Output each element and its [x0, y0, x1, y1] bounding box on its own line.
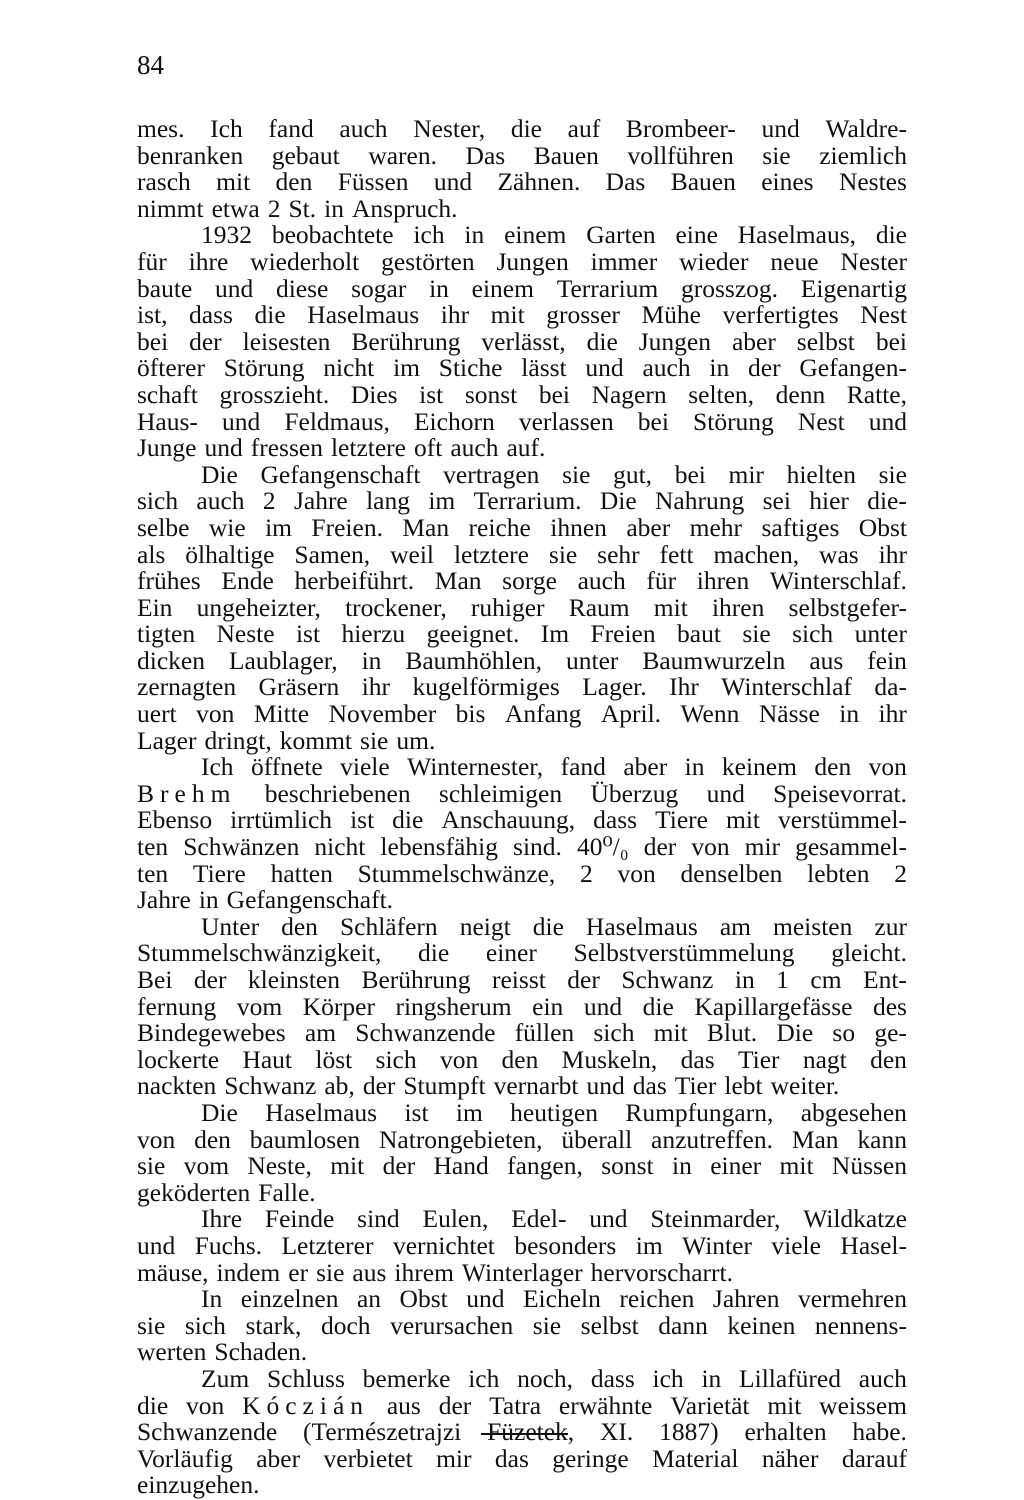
- text-line: bei der leisesten Berührung verlässt, die Jungen aber selbst bei: [137, 326, 907, 356]
- text-line: sich auch 2 Jahre lang im Terrarium. Die Nahrung sei hier die-: [137, 486, 907, 516]
- text-line: mäuse, indem er sie aus ihrem Winterlager hervorscharrt.: [137, 1257, 733, 1287]
- text-line: schaft grosszieht. Dies ist sonst bei Nagern selten, denn Ratte,: [137, 379, 907, 409]
- text-line: sie sich stark, doch verursachen sie selbst dann keinen nennens-: [137, 1310, 907, 1340]
- text-line: mes. Ich fand auch Nester, die auf Brombeer- und Waldre-: [137, 114, 907, 143]
- text-line: tigten Neste ist hierzu geeignet. Im Freien baut sie sich unter: [137, 619, 907, 649]
- text-line: Bindegewebes am Schwanzende füllen sich mit Blut. Die so ge-: [137, 1018, 907, 1048]
- text-line: selbe wie im Freien. Man reiche ihnen aber mehr saftiges Obst: [137, 512, 907, 542]
- text-line: einzugehen.: [137, 1470, 260, 1500]
- text-line: sie vom Neste, mit der Hand fangen, sonst in einer mit Nüssen: [137, 1151, 907, 1181]
- text-line: werten Schaden.: [137, 1337, 308, 1367]
- text-line: von den baumlosen Natrongebieten, überall anzutreffen. Man kann: [137, 1124, 907, 1154]
- text-line: öfterer Störung nicht im Stiche lässt und auch in der Gefangen-: [137, 353, 907, 383]
- text-line: rasch mit den Füssen und Zähnen. Das Bauen eines Nestes: [137, 167, 907, 197]
- text-line: Die Gefangenschaft vertragen sie gut, bei mir hielten sie: [201, 459, 907, 489]
- text-line: baute und diese sogar in einem Terrarium grosszog. Eigenartig: [137, 273, 907, 303]
- page-number: 84: [137, 50, 164, 80]
- text-line: Ein ungeheizter, trockener, ruhiger Raum mit ihren selbstgefer-: [137, 592, 907, 622]
- text-line: zernagten Gräsern ihr kugelförmiges Lager. Ihr Winterschlaf da-: [137, 672, 907, 702]
- text-line: Zum Schluss bemerke ich noch, dass ich in Lillafüred auch: [201, 1363, 907, 1393]
- text-line: und Fuchs. Letzterer vernichtet besonders im Winter viele Hasel-: [137, 1230, 907, 1260]
- text-line: frühes Ende herbeiführt. Man sorge auch für ihren Winterschlaf.: [137, 566, 907, 596]
- text-line: Haus- und Feldmaus, Eichorn verlassen bei Störung Nest und: [137, 406, 907, 436]
- text-line: fernung vom Körper ringsherum ein und die Kapillargefässe des: [137, 991, 907, 1021]
- text-line: Unter den Schläfern neigt die Haselmaus am meisten zur: [201, 911, 907, 941]
- text-line: als ölhaltige Samen, weil letztere sie sehr fett machen, was ihr: [137, 539, 907, 569]
- body-text: [137, 116, 907, 1499]
- end-rule: [481, 1433, 568, 1435]
- text-line: Bei der kleinsten Berührung reisst der Schwanz in 1 cm Ent-: [137, 965, 907, 994]
- text-line: In einzelnen an Obst und Eicheln reichen Jahren vermehren: [201, 1284, 907, 1314]
- text-line: ist, dass die Haselmaus ihr mit grosser Mühe verfertigtes Nest: [137, 300, 907, 330]
- text-line: Brehm beschriebenen schleimigen Überzug und Speisevorrat.: [137, 778, 907, 808]
- text-line: geköderten Falle.: [137, 1177, 316, 1207]
- text-line: Ich öffnete viele Winternester, fand aber in keinem den von: [201, 752, 907, 782]
- text-line: ten Tiere hatten Stummelschwänze, 2 von denselben lebten 2: [137, 858, 907, 888]
- text-line: Stummelschwänzigkeit, die einer Selbstverstümmelung gleicht.: [137, 938, 907, 968]
- text-line: dicken Laublager, in Baumhöhlen, unter Baumwurzeln aus fein: [137, 645, 907, 675]
- text-line: Ebenso irrtümlich ist die Anschauung, dass Tiere mit verstümmel-: [137, 805, 907, 835]
- text-line: Lager dringt, kommt sie um.: [137, 725, 436, 755]
- text-line: uert von Mitte November bis Anfang April. Wenn Nässe in ihr: [137, 699, 907, 729]
- text-line: Die Haselmaus ist im heutigen Rumpfungarn, abgesehen: [201, 1097, 907, 1127]
- text-line: Jahre in Gefangenschaft.: [137, 885, 394, 915]
- text-line: 1932 beobachtete ich in einem Garten eine Haselmaus, die: [201, 220, 907, 250]
- text-line: benranken gebaut waren. Das Bauen vollführen sie ziemlich: [137, 140, 907, 170]
- text-line: nimmt etwa 2 St. in Anspruch.: [137, 193, 458, 223]
- text-line: Junge und fressen letztere oft auch auf.: [137, 433, 546, 463]
- text-line: nackten Schwanz ab, der Stumpft vernarbt und das Tier lebt weiter.: [137, 1071, 840, 1101]
- text-line: ten Schwänzen nicht lebensfähig sind. 40⁰/₀ der von mir gesammel-: [137, 832, 907, 862]
- text-line: Schwanzende (Természetrajzi Füzetek, XI. 1887) erhalten habe.: [137, 1417, 907, 1447]
- text-line: Vorläufig aber verbietet mir das geringe Material näher darauf: [137, 1443, 907, 1473]
- text-line: für ihre wiederholt gestörten Jungen immer wieder neue Nester: [137, 246, 907, 276]
- text-line: Ihre Feinde sind Eulen, Edel- und Steinmarder, Wildkatze: [201, 1204, 907, 1234]
- text-line: lockerte Haut löst sich von den Muskeln, das Tier nagt den: [137, 1044, 907, 1074]
- text-line: die von Kóczián aus der Tatra erwähnte Varietät mit weissem: [137, 1390, 907, 1420]
